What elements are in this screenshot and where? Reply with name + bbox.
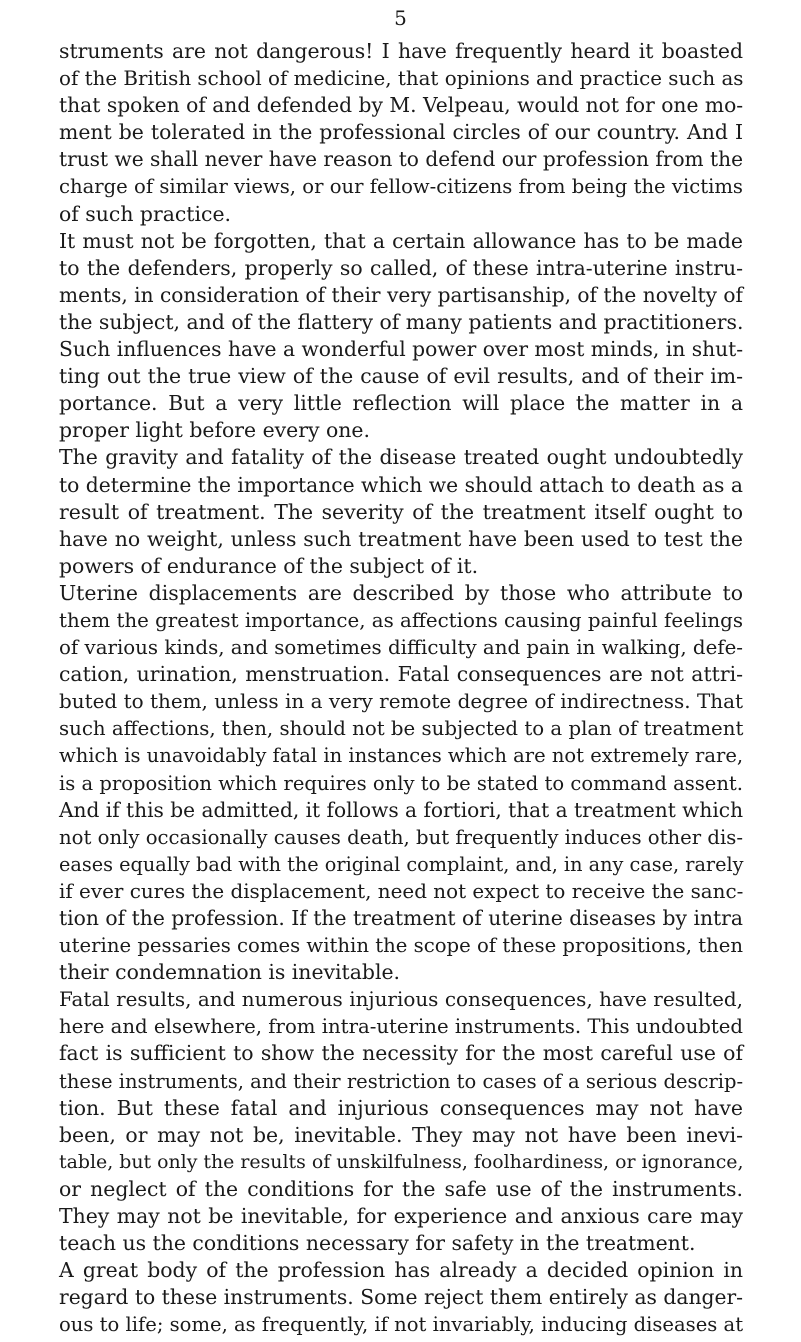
text-line: ous to life; some, as frequently, if not invariably, inducing diseases at xyxy=(59,1313,744,1337)
text-line: of various kinds, and sometimes difficulty and pain in walking, defe- xyxy=(59,636,743,660)
text-line: tion of the profession. If the treatment of uterine diseases by intra xyxy=(59,906,743,930)
text-line: their condemnation is inevitable. xyxy=(59,960,401,985)
text-line: ment be tolerated in the professional circles of our country. And I xyxy=(59,120,743,145)
text-line: And if this be admitted, it follows a fortiori, that a treatment which xyxy=(59,797,744,822)
text-line: trust we shall never have reason to defend our profession from the xyxy=(59,147,743,172)
text-line: fact is sufficient to show the necessity for the most careful use of xyxy=(59,1041,743,1066)
text-line: eases equally bad with the original complaint, and, in any case, rarely xyxy=(59,852,744,876)
text-line: struments are not dangerous! I have frequently heard it boasted xyxy=(59,39,743,63)
text-line: Fatal results, and numerous injurious consequences, have resulted, xyxy=(59,987,743,1012)
text-line: Such influences have a wonderful power over most minds, in shut- xyxy=(59,337,744,362)
text-line: They may not be inevitable, for experience and anxious care may xyxy=(59,1204,743,1229)
text-line: The gravity and fatality of the disease treated ought undoubtedly xyxy=(59,445,743,470)
text-line: that spoken of and defended by M. Velpeau, would not for one mo- xyxy=(59,93,744,118)
text-line: cation, urination, menstruation. Fatal consequences are not attri- xyxy=(59,662,743,687)
text-line: ments, in consideration of their very partisanship, of the novelty of xyxy=(59,282,743,307)
text-line: buted to them, unless in a very remote degree of indirectness. That xyxy=(59,689,743,714)
text-line: of such practice. xyxy=(59,201,231,226)
text-line: of the British school of medicine, that opinions and practice such as xyxy=(59,67,744,91)
text-line: proper light before every one. xyxy=(59,418,370,443)
text-line: regard to these instruments. Some reject them entirely as danger- xyxy=(59,1285,743,1310)
text-line: or neglect of the conditions for the safe use of the instruments. xyxy=(59,1176,743,1201)
text-line: such affections, then, should not be subjected to a plan of treatment xyxy=(59,717,744,741)
text-line: tion. But these fatal and injurious consequences may not have xyxy=(59,1095,743,1120)
text-line: have no weight, unless such treatment have been used to test the xyxy=(59,526,743,551)
body-text xyxy=(59,38,743,1339)
text-line: powers of endurance of the subject of it. xyxy=(59,553,479,578)
text-line: to determine the importance which we should attach to death as a xyxy=(59,472,743,497)
text-line: is a proposition which requires only to be stated to command assent. xyxy=(59,771,743,795)
text-line: to the defenders, properly so called, of these intra-uterine instru- xyxy=(59,255,743,280)
text-line: here and elsewhere, from intra-uterine instruments. This undoubted xyxy=(59,1015,743,1039)
text-line: been, or may not be, inevitable. They may not have been inevi- xyxy=(59,1122,743,1147)
text-line: uterine pessaries comes within the scope of these propositions, then xyxy=(59,934,744,958)
text-line: Uterine displacements are described by those who attribute to xyxy=(59,580,743,605)
text-line: portance. But a very little reflection will place the matter in a xyxy=(59,391,743,416)
text-line: charge of similar views, or our fellow-citizens from being the victims xyxy=(59,175,743,199)
text-line: not only occasionally causes death, but frequently induces other dis- xyxy=(59,825,743,849)
text-line: them the greatest importance, as affections causing painful feelings xyxy=(59,608,743,632)
text-line: teach us the conditions necessary for safety in the treatment. xyxy=(59,1231,696,1256)
text-line: ting out the true view of the cause of evil results, and of their im- xyxy=(59,364,743,389)
text-line: if ever cures the displacement, need not expect to receive the sanc- xyxy=(59,879,744,903)
text-line: A great body of the profession has already a decided opinion in xyxy=(59,1258,743,1283)
text-line: table, but only the results of unskilfulness, foolhardiness, or ignorance, xyxy=(59,1150,744,1173)
text-line: which is unavoidably fatal in instances which are not extremely rare, xyxy=(59,744,744,768)
text-line: the subject, and of the flattery of many patients and practitioners. xyxy=(59,309,744,334)
page-number: 5 xyxy=(394,6,407,30)
text-line: these instruments, and their restriction to cases of a serious descrip- xyxy=(59,1069,744,1093)
text-line: It must not be forgotten, that a certain allowance has to be made xyxy=(59,228,743,253)
text-line: result of treatment. The severity of the treatment itself ought to xyxy=(59,499,743,524)
